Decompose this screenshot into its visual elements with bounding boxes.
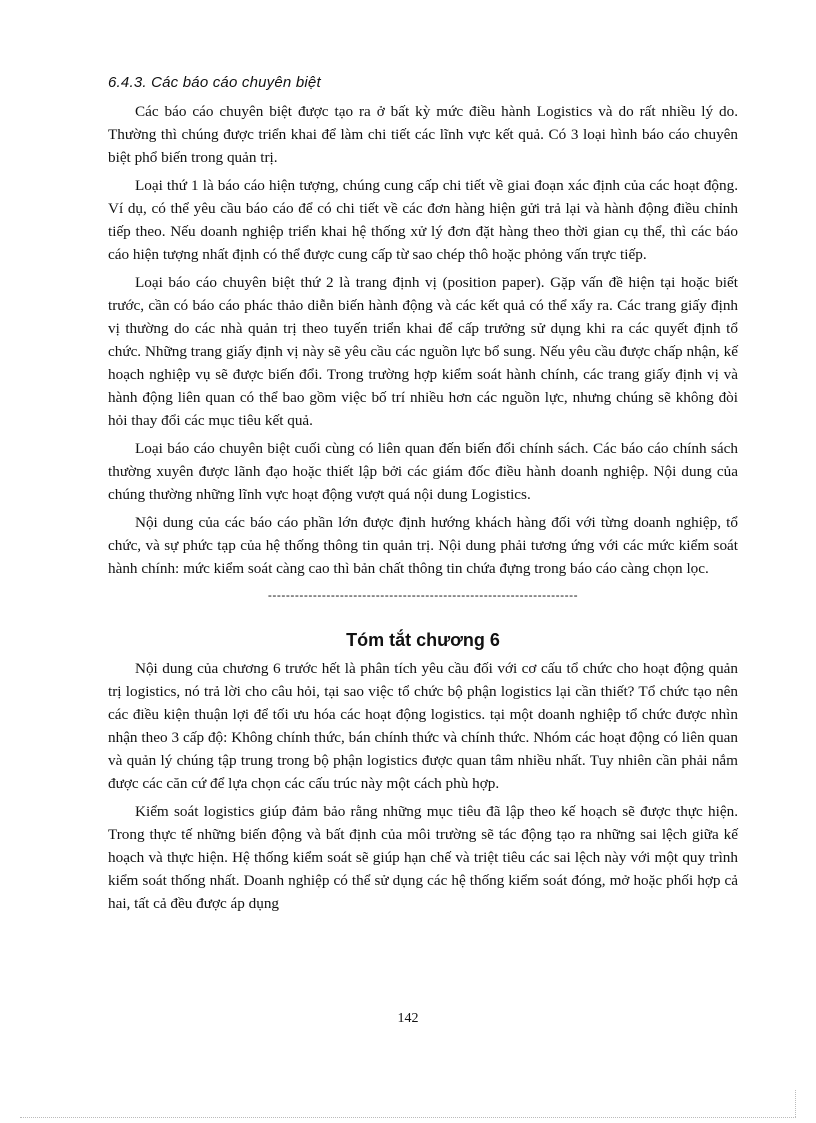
section-paragraph-5: Nội dung của các báo cáo phần lớn được định hướng khách hàng đối với từng doanh nghiệp, tổ chức, và sự phức tạp của hệ thống thông tin quản trị. Nội dung phải tương ứng với các mức kiểm soát hành chính: mức kiểm soát càng cao thì bản chất thông tin chứa đựng trong báo cáo càng chọn lọc.	[108, 514, 738, 577]
divider-line: ---------------------------------------------------------------------	[267, 588, 579, 602]
side-dotted-rule	[795, 1090, 796, 1117]
section-paragraph-1: Các báo cáo chuyên biệt được tạo ra ở bất kỳ mức điều hành Logistics và do rất nhiều lý do. Thường thì chúng được triển khai để làm chi tiết các lĩnh vực kết quả. Có 3 loại hình báo cáo chuyên biệt phổ biến trong quản trị.	[108, 103, 738, 166]
summary-paragraph-1: Nội dung của chương 6 trước hết là phân tích yêu cầu đối với cơ cấu tổ chức cho hoạt động quản trị logistics, nó trả lời cho câu hỏi, tại sao việc tổ chức bộ phận logistics lại cần thiết? Tổ chức tạo nên các điều kiện thuận lợi để tối ưu hóa các hoạt động logistics. tại một doanh nghiệp tổ chức được nhìn nhận theo 3 cấp độ: Không chính thức, bán chính thức và chính thức. Nhóm các hoạt động có liên quan và quản lý chúng tập trung trong bộ phận logistics được quan tâm nhiều nhất. Tuy nhiên cần phải nắm được các căn cứ để lựa chọn các cấu trúc này một cách phù hợp.	[108, 660, 738, 792]
section-heading: 6.4.3. Các báo cáo chuyên biệt	[108, 74, 321, 91]
bottom-dotted-rule	[20, 1117, 796, 1118]
chapter-summary-title: Tóm tắt chương 6	[346, 630, 500, 650]
summary-paragraph-2: Kiểm soát logistics giúp đảm bảo rằng những mục tiêu đã lập theo kế hoạch sẽ được thực hiện. Trong thực tế những biến động và bất định của môi trường sẽ tác động tạo ra những sai lệch giữa kế hoạch và thực hiện. Hệ thống kiểm soát sẽ giúp hạn chế và triệt tiêu các sai lệch này với một quy trình kiểm soát thống nhất. Doanh nghiệp có thể sử dụng các hệ thống kiểm soát đóng, mở hoặc phối hợp cả hai, tất cả đều được áp dụng	[108, 803, 738, 912]
section-paragraph-4: Loại báo cáo chuyên biệt cuối cùng có liên quan đến biến đổi chính sách. Các báo cáo chính sách thường xuyên được lãnh đạo hoặc thiết lập bởi các giám đốc điều hành doanh nghiệp. Nội dung của chúng thường những lĩnh vực hoạt động vượt quá nội dung Logistics.	[108, 440, 738, 503]
section-paragraph-3: Loại báo cáo chuyên biệt thứ 2 là trang định vị (position paper). Gặp vấn đề hiện tại hoặc biết trước, cần có báo cáo phác thảo diễn biến hành động và các kết quả có thể xẩy ra. Các trang giấy định vị thường do các nhà quản trị theo tuyến triển khai để cấp trưởng sử dụng khi ra các quyết định tổ chức. Những trang giấy định vị này sẽ yêu cầu các nguồn lực bổ sung. Nếu yêu cầu được chấp nhận, kế hoạch nghiệp vụ sẽ được biến đổi. Trong trường hợp kiểm soát hành chính, các trang giấy định vị và hành động liên quan có thể bao gồm việc bố trí nhiều hơn các nguồn lực, nhưng chúng sẽ không đòi hỏi thay đổi các mục tiêu kết quả.	[108, 274, 738, 429]
page-number: 142	[397, 1011, 419, 1026]
section-paragraph-2: Loại thứ 1 là báo cáo hiện tượng, chúng cung cấp chi tiết về giai đoạn xác định của các hoạt động. Ví dụ, có thể yêu cầu báo cáo để có chi tiết về các đơn hàng hiện gửi trả lại và hành động điều chỉnh tiếp theo. Nếu doanh nghiệp triển khai hệ thống xử lý đơn đặt hàng theo thời gian cụ thể, thì các báo cáo hiện tượng nhất định có thể được cung cấp từ sao chép thô hoặc phỏng vấn trực tiếp.	[108, 177, 738, 263]
document-page	[108, 74, 738, 920]
